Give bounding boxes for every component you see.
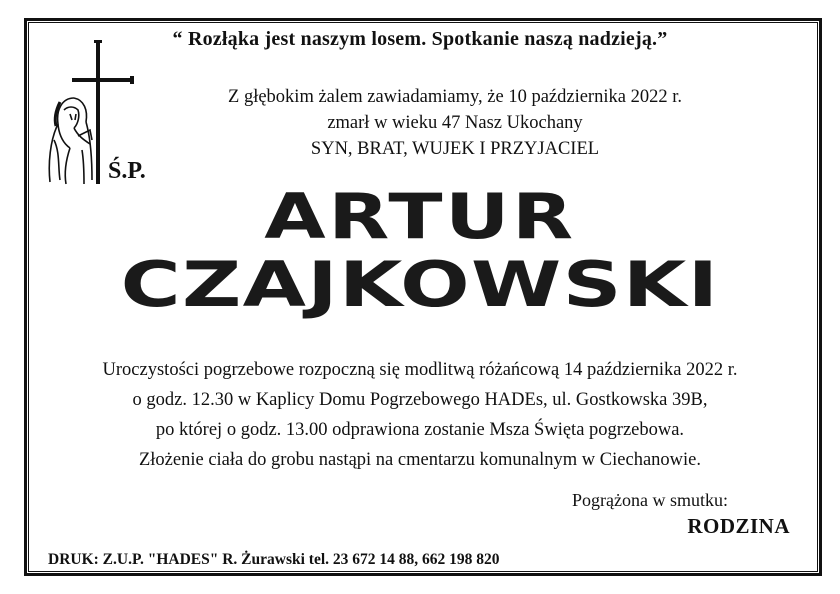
funeral-line: Złożenie ciała do grobu nastąpi na cmentarzu komunalnym w Ciechanowie.	[138, 450, 701, 470]
funeral-details	[40, 355, 800, 475]
funeral-line: po której o godz. 13.00 odprawiona zostanie Msza Święta pogrzebowa.	[155, 420, 685, 440]
motto-quote: “ Rozłąka jest naszym losem. Spotkanie naszą nadzieją.”	[172, 28, 668, 50]
intro-line: SYN, BRAT, WUJEK I PRZYJACIEL	[310, 139, 600, 159]
family-signature: RODZINA	[687, 514, 790, 538]
funeral-line: o godz. 12.30 w Kaplicy Domu Pogrzebowego HADEs, ul. Gostkowska 39B,	[132, 390, 708, 410]
printer-info: DRUK: Z.U.P. "HADES" R. Żurawski tel. 23 672 14 88, 662 198 820	[48, 551, 500, 568]
intro-text	[150, 84, 760, 162]
intro-line: Z głębokim żalem zawiadamiamy, że 10 października 2022 r.	[228, 87, 682, 107]
sp-label: Ś.P.	[108, 158, 146, 184]
deceased-last-name: CZAJKOWSKI	[120, 248, 720, 321]
mourning-label: Pogrążona w smutku:	[572, 490, 728, 510]
deceased-first-name: ARTUR	[264, 180, 576, 253]
funeral-line: Uroczystości pogrzebowe rozpoczną się modlitwą różańcową 14 października 2022 r.	[102, 360, 738, 380]
intro-line: zmarł w wieku 47 Nasz Ukochany	[327, 113, 583, 133]
